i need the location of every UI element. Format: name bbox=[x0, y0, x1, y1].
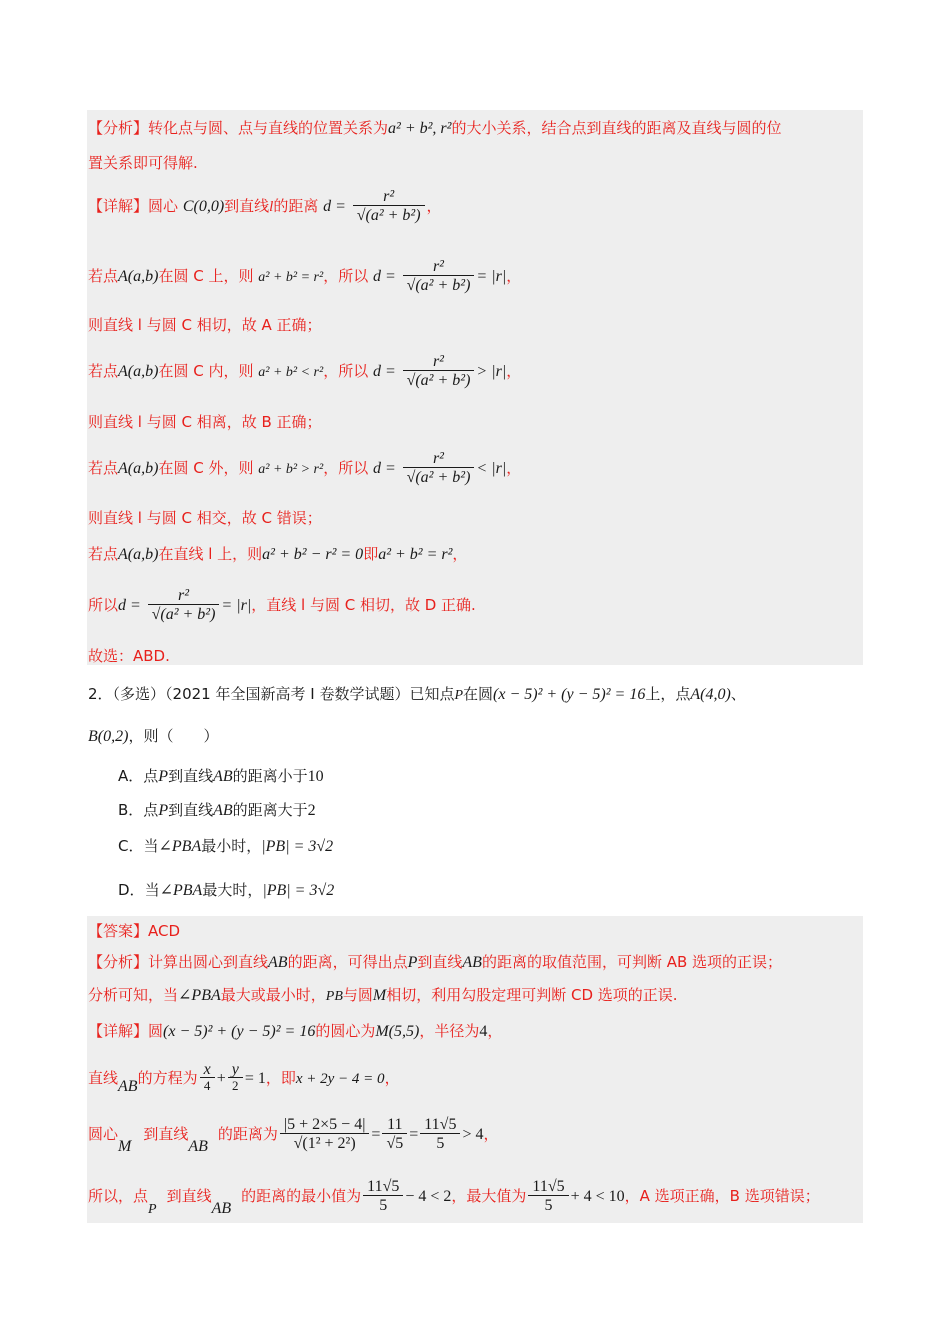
question-text: 在圆 bbox=[463, 685, 494, 703]
option-text: 的距离大于 bbox=[232, 801, 308, 819]
q2-final bbox=[88, 1170, 820, 1236]
equals: = bbox=[409, 1126, 419, 1143]
circle-equation: (x − 5)² + (y − 5)² = 16 bbox=[493, 686, 646, 703]
line-ab: AB bbox=[211, 1200, 232, 1217]
fraction-denominator: √5 bbox=[382, 1133, 407, 1153]
analysis-text: 与圆 bbox=[342, 986, 373, 1004]
detail-text: ，最大值为 bbox=[451, 1187, 527, 1205]
case-text: 若点 bbox=[88, 459, 119, 477]
d-equals: d = bbox=[118, 597, 141, 614]
point-p: P bbox=[454, 688, 464, 703]
detail-text: 的距离为 bbox=[217, 1125, 278, 1143]
detail-text: ，A 选项正确，B 选项错误； bbox=[624, 1187, 820, 1205]
option-text: 当 bbox=[144, 881, 160, 899]
radius-value: 4 bbox=[479, 1023, 488, 1040]
equals: = bbox=[371, 1126, 381, 1143]
analysis-text: 的距离，可得出点 bbox=[287, 953, 408, 971]
q1-case3-conclusion bbox=[88, 508, 322, 528]
detail-text: 的距离的最小值为 bbox=[241, 1187, 362, 1205]
question-number: 2． bbox=[88, 685, 113, 703]
analysis-tag: 【分析】 bbox=[88, 119, 149, 137]
distance-fraction bbox=[403, 258, 475, 295]
question-text: ，则（ ） bbox=[128, 727, 219, 745]
fraction-numerator: 11 bbox=[387, 1116, 403, 1133]
analysis-text: 分析可知，当 bbox=[88, 986, 179, 1004]
option-label: B． bbox=[118, 801, 144, 819]
option-text: 最大时， bbox=[202, 881, 263, 899]
fraction-denominator: √(a² + b²) bbox=[403, 275, 475, 295]
option-a[interactable] bbox=[118, 766, 324, 787]
option-text: 当 bbox=[143, 837, 159, 855]
case-text: 若点 bbox=[88, 362, 119, 380]
q1-case2 bbox=[88, 350, 521, 394]
circle-center: C(0,0) bbox=[182, 198, 225, 215]
analysis-tag: 【分析】 bbox=[88, 953, 149, 971]
answer-tag: 【答案】 bbox=[88, 922, 149, 940]
d-equals: d = bbox=[323, 198, 346, 215]
question-text: （多选）（2021 年全国新高考 I 卷数学试题）已知点 bbox=[112, 685, 455, 703]
option-text: 最小时， bbox=[201, 837, 262, 855]
distance-fraction bbox=[148, 587, 220, 624]
eleven-sqrt5-over-5 bbox=[420, 1116, 460, 1153]
fraction-numerator: |5 + 2×5 − 4| bbox=[283, 1116, 366, 1133]
q2-stem-line1 bbox=[88, 682, 746, 708]
fraction-numerator: r² bbox=[432, 353, 444, 370]
point-p: P bbox=[148, 1202, 157, 1217]
line-ab: AB bbox=[213, 768, 233, 785]
detail-tag: 【详解】 bbox=[88, 197, 149, 215]
case-condition: a² + b² − r² = 0 bbox=[262, 546, 364, 563]
q1-choice bbox=[88, 646, 170, 666]
q2-answer bbox=[88, 921, 180, 941]
conclusion-text: ，直线 l 与圆 C 相切，故 D 正确. bbox=[251, 596, 476, 614]
case-text: 在圆 C 内，则 bbox=[158, 362, 254, 380]
y-over-2 bbox=[228, 1063, 243, 1094]
case-text: 在圆 C 上，则 bbox=[158, 267, 254, 285]
option-text: 点 bbox=[143, 801, 159, 819]
analysis-text: 置关系即可得解. bbox=[88, 154, 198, 172]
case-text: 若点 bbox=[88, 545, 119, 563]
case-text: 即 bbox=[363, 545, 379, 563]
segment-pb: PB bbox=[325, 989, 343, 1004]
point-p: P bbox=[407, 954, 418, 971]
q1-case2-conclusion bbox=[88, 412, 322, 432]
x-over-4 bbox=[200, 1063, 215, 1094]
option-label: D． bbox=[118, 881, 145, 899]
point-p: P bbox=[158, 768, 169, 785]
final-choice: 故选：ABD. bbox=[88, 647, 170, 665]
circle-m: M bbox=[118, 1138, 132, 1155]
eleven-over-sqrt5 bbox=[382, 1116, 407, 1153]
fraction-denominator: √(a² + b²) bbox=[403, 467, 475, 487]
point-a: A(a,b) bbox=[118, 363, 159, 380]
option-b[interactable] bbox=[118, 800, 316, 821]
fraction-numerator: r² bbox=[432, 258, 444, 275]
fraction-numerator: r² bbox=[177, 587, 190, 604]
option-value: 10 bbox=[307, 768, 324, 785]
case-text: ，所以 bbox=[323, 362, 369, 380]
circle-center: M(5,5) bbox=[375, 1023, 420, 1040]
detail-text: 到直线 bbox=[166, 1187, 212, 1205]
angle-pba: ∠PBA bbox=[158, 838, 202, 855]
point-a: A(4,0) bbox=[690, 686, 731, 703]
q1-analysis-line1 bbox=[88, 118, 781, 139]
circle-m: M bbox=[372, 987, 387, 1004]
max-comparison: + 4 < 10 bbox=[570, 1188, 625, 1205]
line-l: l bbox=[269, 199, 274, 215]
eleven-sqrt5-over-5 bbox=[528, 1178, 568, 1215]
case-condition: a² + b² = r² bbox=[258, 270, 324, 285]
line-ab: AB bbox=[268, 954, 288, 971]
distance-fraction bbox=[280, 1116, 369, 1153]
answer-value: ACD bbox=[148, 922, 181, 940]
q2-analysis-line2 bbox=[88, 984, 678, 1008]
q2-line-equation: 直线AB的方程为 $\frac{x}{4}$ + $\frac{y}{2}$ = 1，即x + 2y − 4 = 0， bbox=[88, 1061, 400, 1095]
punctuation: ， bbox=[506, 459, 522, 477]
angle-pba: ∠PBA bbox=[178, 987, 221, 1004]
detail-text: 圆 bbox=[148, 1022, 164, 1040]
fraction-denominator: 5 bbox=[363, 1195, 403, 1215]
fraction-denominator: √(a² + b²) bbox=[403, 370, 475, 390]
detail-tag: 【详解】 bbox=[88, 1022, 149, 1040]
compare-r: = |r| bbox=[476, 268, 507, 285]
q1-case1-conclusion bbox=[88, 315, 322, 335]
case-condition: a² + b² < r² bbox=[258, 365, 324, 380]
fraction-numerator: y bbox=[231, 1061, 239, 1078]
compare-r: = |r| bbox=[221, 597, 252, 614]
analysis-text: 的距离的取值范围，可判断 AB 选项的正误； bbox=[481, 953, 783, 971]
case-condition: a² + b² = r² bbox=[378, 546, 453, 563]
analysis-text: 相切，利用勾股定理可判断 CD 选项的正误. bbox=[386, 986, 678, 1004]
q1-case1 bbox=[88, 255, 521, 299]
case-text: ，所以 bbox=[323, 459, 369, 477]
d-equals: d = bbox=[372, 268, 396, 285]
option-value: |PB| = 3√2 bbox=[262, 882, 335, 899]
angle-pba: ∠PBA bbox=[159, 882, 203, 899]
punctuation: ， bbox=[506, 267, 522, 285]
q2-analysis-line1 bbox=[88, 951, 782, 974]
conclusion-text: 则直线 l 与圆 C 相离，故 B 正确； bbox=[88, 413, 322, 431]
analysis-text: 计算出圆心到直线 bbox=[148, 953, 269, 971]
punctuation: ， bbox=[384, 1069, 400, 1087]
case-condition: a² + b² > r² bbox=[258, 462, 324, 477]
q2-distance bbox=[88, 1106, 498, 1175]
fraction-denominator: √(a² + b²) bbox=[353, 205, 425, 225]
case-text: 在圆 C 外，则 bbox=[158, 459, 254, 477]
q1-case3 bbox=[88, 447, 521, 491]
line-ab: AB bbox=[118, 1078, 138, 1095]
option-text: 点 bbox=[143, 767, 159, 785]
option-value: |PB| = 3√2 bbox=[261, 838, 334, 855]
fraction-denominator: 2 bbox=[228, 1077, 243, 1094]
line-ab: AB bbox=[213, 802, 233, 819]
min-comparison: − 4 < 2 bbox=[405, 1188, 452, 1205]
distance-fraction bbox=[403, 450, 475, 487]
conclusion-text: 则直线 l 与圆 C 相切，故 A 正确； bbox=[88, 316, 322, 334]
q2-detail-line1 bbox=[88, 1019, 502, 1044]
line-ab: AB bbox=[188, 1138, 208, 1155]
detail-text: ，半径为 bbox=[419, 1022, 480, 1040]
q1-case4 bbox=[88, 542, 467, 567]
point-a: A(a,b) bbox=[118, 460, 159, 477]
fraction-denominator: √(a² + b²) bbox=[148, 604, 220, 624]
fraction-denominator: 5 bbox=[420, 1133, 460, 1153]
compare-four: > 4 bbox=[462, 1126, 484, 1143]
case-text: 在直线 l 上，则 bbox=[158, 545, 263, 563]
detail-text: 直线 bbox=[88, 1069, 119, 1087]
fraction-denominator: √(1² + 2²) bbox=[280, 1133, 369, 1153]
distance-fraction bbox=[403, 353, 475, 390]
punctuation: ， bbox=[506, 362, 522, 380]
compare-r: > |r| bbox=[476, 363, 507, 380]
punctuation: 、 bbox=[730, 685, 746, 703]
fraction-numerator: r² bbox=[383, 188, 395, 205]
q1-case4-conclusion bbox=[88, 584, 476, 627]
detail-text: 的圆心为 bbox=[315, 1022, 376, 1040]
eleven-sqrt5-over-5 bbox=[363, 1178, 403, 1215]
punctuation: ， bbox=[426, 197, 442, 215]
q1-analysis-line2 bbox=[88, 153, 198, 173]
question-text: 上，点 bbox=[645, 685, 691, 703]
conclusion-text: 则直线 l 与圆 C 相交，故 C 错误； bbox=[88, 509, 322, 527]
analysis-text: 最大或最小时， bbox=[220, 986, 326, 1004]
fraction-numerator: x bbox=[203, 1061, 211, 1078]
point-b: B(0,2) bbox=[88, 728, 129, 745]
compare-r: < |r| bbox=[476, 460, 507, 477]
detail-text: 所以，点 bbox=[88, 1187, 149, 1205]
option-c[interactable] bbox=[118, 836, 333, 857]
analysis-text: 的大小关系，结合点到直线的距离及直线与圆的位 bbox=[451, 119, 782, 137]
option-text: 到直线 bbox=[168, 767, 214, 785]
option-value: 2 bbox=[307, 802, 316, 819]
punctuation: ， bbox=[483, 1125, 499, 1143]
fraction-numerator: 11√5 bbox=[424, 1116, 457, 1133]
d-equals: d = bbox=[372, 460, 396, 477]
punctuation: ， bbox=[452, 545, 468, 563]
detail-text: 圆心 bbox=[88, 1125, 119, 1143]
option-label: A． bbox=[118, 767, 144, 785]
line-equation: x + 2y − 4 = 0 bbox=[295, 1071, 385, 1087]
option-text: 的距离小于 bbox=[232, 767, 308, 785]
fraction-numerator: 11√5 bbox=[367, 1178, 400, 1195]
detail-text: 到直线 bbox=[224, 197, 270, 215]
q1-detail-line bbox=[88, 185, 442, 228]
fraction-denominator: 5 bbox=[528, 1195, 568, 1215]
point-a: A(a,b) bbox=[118, 268, 159, 285]
case-text: 若点 bbox=[88, 267, 119, 285]
point-a: A(a,b) bbox=[118, 546, 159, 563]
fraction-numerator: 11√5 bbox=[532, 1178, 565, 1195]
option-d[interactable] bbox=[118, 880, 334, 901]
equals-one: = 1 bbox=[244, 1070, 266, 1087]
circle-equation: (x − 5)² + (y − 5)² = 16 bbox=[163, 1023, 316, 1040]
d-equals: d = bbox=[372, 363, 396, 380]
detail-text: 圆心 bbox=[148, 197, 179, 215]
detail-text: ，即 bbox=[265, 1069, 296, 1087]
case-text: ，所以 bbox=[323, 267, 369, 285]
analysis-text: 转化点与圆、点与直线的位置关系为 bbox=[148, 119, 389, 137]
detail-text: 的距离 bbox=[273, 197, 319, 215]
detail-text: 到直线 bbox=[143, 1125, 189, 1143]
detail-text: 的方程为 bbox=[137, 1069, 198, 1087]
punctuation: ， bbox=[487, 1022, 503, 1040]
math-expression: a² + b², r² bbox=[388, 120, 452, 137]
point-p: P bbox=[158, 802, 169, 819]
fraction-numerator: r² bbox=[432, 450, 444, 467]
analysis-text: 到直线 bbox=[417, 953, 463, 971]
case-text: 所以 bbox=[88, 596, 119, 614]
option-text: 到直线 bbox=[168, 801, 214, 819]
fraction-denominator: 4 bbox=[200, 1077, 215, 1094]
line-ab: AB bbox=[462, 954, 482, 971]
q2-stem-line2 bbox=[88, 726, 218, 747]
option-label: C． bbox=[118, 837, 144, 855]
distance-fraction bbox=[353, 188, 425, 225]
